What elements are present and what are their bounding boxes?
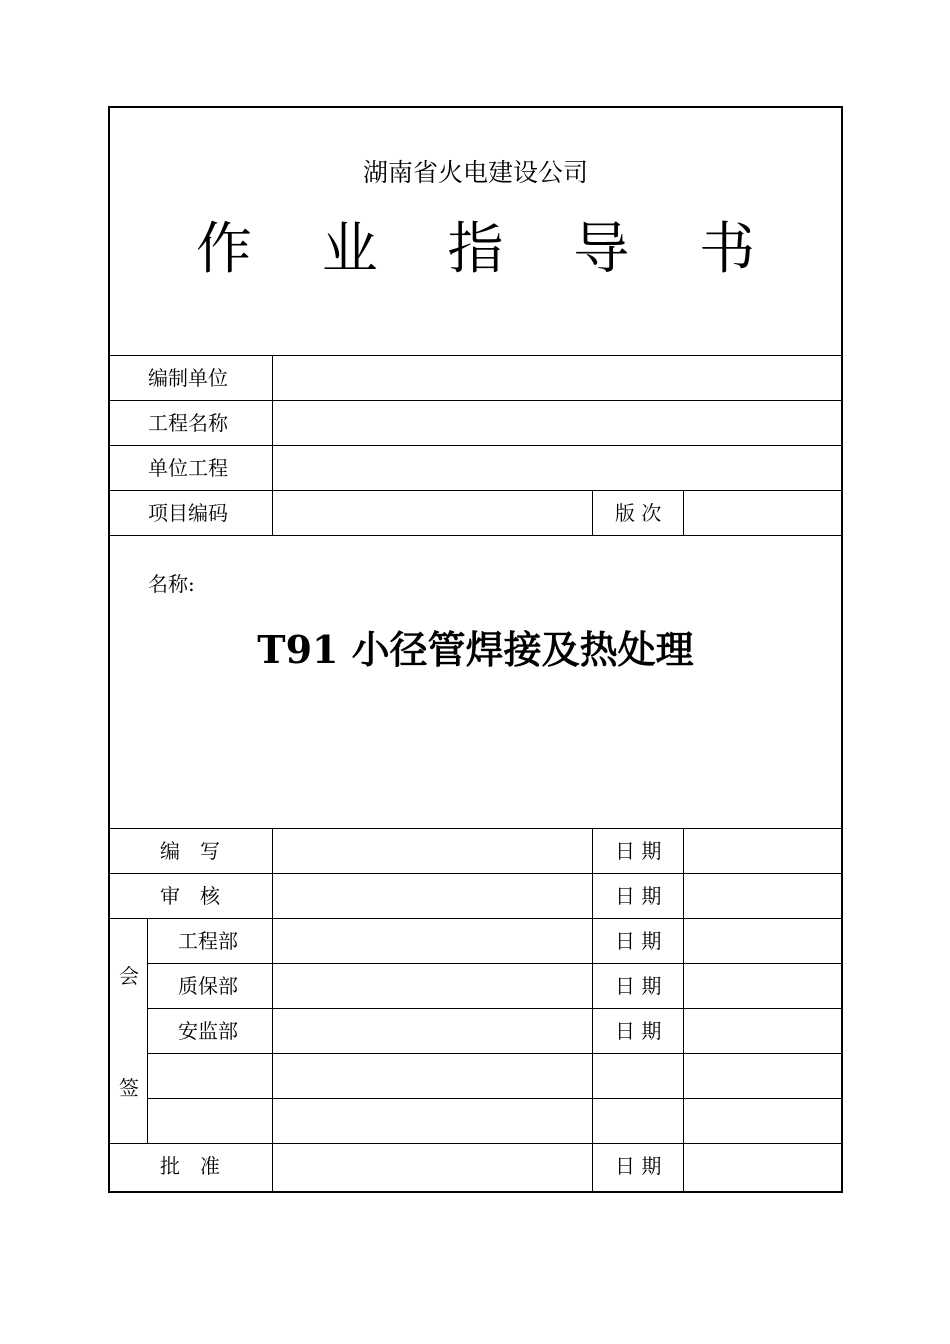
countersign-label-bottom: 签 [119,1076,139,1100]
engineering-date-label: 日 期 [615,929,662,953]
col-divider-sign-date-right [683,828,684,1191]
item-code-value[interactable] [273,491,592,535]
divider-sign-7 [110,1143,841,1144]
countersign-label-top: 会 [119,964,139,988]
reviewer-date-label: 日 期 [615,884,662,908]
divider-sign-5 [147,1053,841,1054]
divider-sign-2 [110,918,841,919]
reviewer-label: 审 核 [160,884,220,908]
col-divider-sign-label [272,828,273,1191]
engineering-dept-label: 工程部 [178,929,238,953]
divider-name-section [110,828,841,829]
company-name: 湖南省火电建设公司 [362,158,588,187]
document-frame [108,106,843,1193]
divider-row-4 [110,535,841,536]
compile-unit-value[interactable] [273,356,841,400]
version-label: 版 次 [615,501,662,525]
quality-dept-label: 质保部 [178,974,238,998]
safety-date-label: 日 期 [615,1019,662,1043]
item-code-label: 项目编码 [148,501,228,525]
col-divider-version-left [592,490,593,535]
divider-sign-4 [147,1008,841,1009]
project-name-value[interactable] [273,401,841,445]
unit-project-value[interactable] [273,446,841,490]
version-value[interactable] [684,491,841,535]
approver-date-label: 日 期 [615,1154,662,1178]
quality-date-label: 日 期 [615,974,662,998]
divider-sign-3 [147,963,841,964]
unit-project-label: 单位工程 [148,456,228,480]
document-title: 作 业 指 导 书 [195,217,782,282]
project-name-label: 工程名称 [148,411,228,435]
divider-sign-1 [110,873,841,874]
name-label: 名称: [148,572,195,596]
safety-dept-label: 安监部 [178,1019,238,1043]
approver-label: 批 准 [160,1154,220,1178]
col-divider-countersign [147,918,148,1143]
work-instruction-name: T91 小径管焊接及热处理 [257,627,694,672]
writer-label: 编 写 [160,839,220,863]
writer-date-label: 日 期 [615,839,662,863]
col-divider-sign-date-left [592,828,593,1191]
compile-unit-label: 编制单位 [148,366,228,390]
divider-sign-6 [147,1098,841,1099]
